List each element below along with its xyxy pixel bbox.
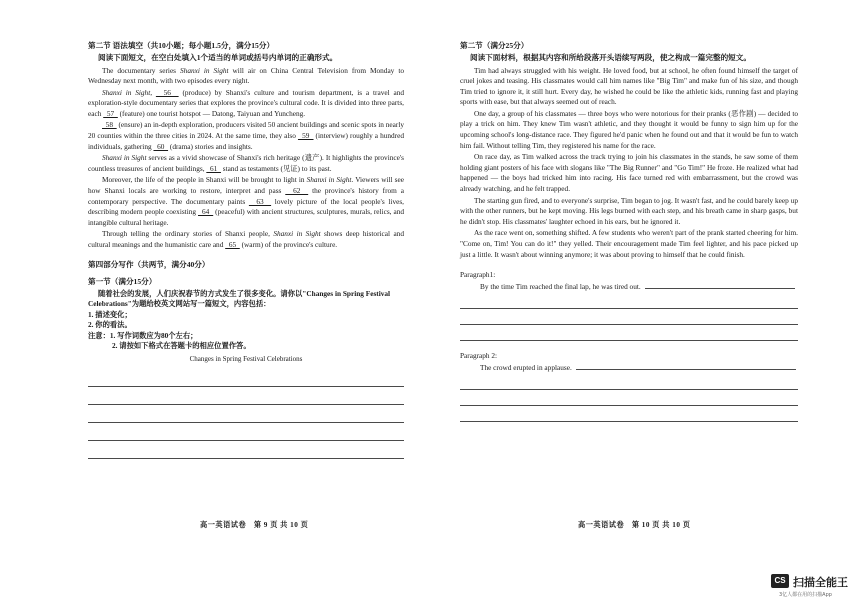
answer-line[interactable] (88, 423, 404, 441)
paragraph1-start (480, 281, 798, 293)
answer-line[interactable] (88, 369, 404, 387)
passage-paragraph: Shanxi in Sight, 56 (produce) by Shanxi's culture and tourism department, is a travel and exploration-style documentary series that explores the province's cultural code. It is divided into three parts, each 57 (feature) one tourist hotspot — Datong, Taiyuan and Yuncheng. (88, 87, 404, 118)
writing-note-2: 2. 请按如下格式在答题卡的相应位置作答。 (112, 341, 251, 351)
scanner-watermark-logo (771, 571, 851, 601)
answer-line[interactable] (88, 387, 404, 405)
passage-paragraph: The documentary series Shanxi in Sight will air on China Central Television from Monday to Wednesday next month, with two episodes every night. (88, 65, 404, 86)
paragraph2-start (480, 362, 798, 374)
documentary-title: Shanxi in Sight (306, 175, 352, 185)
blank-58[interactable]: 58 (102, 120, 117, 130)
answer-line[interactable] (460, 309, 798, 325)
writing-note-1: 注意：1. 写作词数应为80个左右； (88, 330, 198, 340)
passage-paragraph: Through telling the ordinary stories of Shanxi people, Shanxi in Sight shows deep historical and cultural meanings and the humanistic care and 65 (warm) of the province's culture. (88, 229, 404, 249)
story-paragraph: Tim had always struggled with his weight. He loved food, but at school, he often found himself the target of cruel jokes and teasing. His classmates would call him names like "Big Tim" and make fun of his size, and though Tim tried to ignore it, it still hurt. Every day, he wished he could be like the athletic kids, running fast and playing sports with ease, but that always seemed out of reach. (460, 65, 798, 107)
blank-62[interactable]: 62 (285, 186, 309, 196)
documentary-title: Shanxi in Sight (102, 87, 151, 97)
answer-line[interactable] (88, 405, 404, 423)
documentary-title: Shanxi in Sight (273, 229, 321, 239)
answer-line[interactable] (88, 441, 404, 459)
story-paragraph: The starting gun fired, and to everyone's surprise, Tim began to jog. It wasn't fast, and he could barely keep up with the other runners, but he kept moving. His legs burned with each step, and his breath came in sharp gasps, but he didn't stop. His classmates' laughter echoed in his ears, but he ignored it. (460, 195, 798, 226)
answer-line[interactable] (460, 293, 798, 309)
answer-line[interactable] (460, 325, 798, 341)
right-page (430, 0, 860, 609)
grammar-instruction: 阅读下面短文，在空白处填入1个适当的单词或括号内单词的正确形式。 (98, 53, 338, 62)
answer-line[interactable] (460, 406, 798, 422)
grammar-section-header: 第二节 语法填空（共10小题；每小题1.5分，满分15分） (88, 41, 275, 50)
blank-56[interactable]: 56 (155, 87, 179, 97)
blank-63[interactable]: 63 (248, 196, 272, 206)
cs-badge-icon: CS (771, 574, 789, 588)
passage-paragraph: Shanxi in Sight serves as a vivid showcase of Shanxi's rich heritage (遗产). It highlights the province's countless treasures of ancient buildings, 61 stand as testaments (见证) to its past. (88, 153, 405, 173)
blank-65[interactable]: 65 (225, 240, 240, 249)
blank-60[interactable]: 60 (153, 141, 169, 151)
story-paragraph: One day, a group of his classmates — three boys who were notorious for their pranks (恶作剧) — decided to play a trick on him. They knew Tim wasn't athletic, and they thought it would be funny to sign him up for the upcoming school's long-distance race. They figured he'd panic when he found out and that it would be fun to watch him fail. Without telling Tim, they registered his name for the race. (460, 108, 798, 150)
answer-line[interactable] (460, 390, 798, 406)
continuation-instruction: 阅读下面材料，根据其内容和所给段落开头语续写两段，使之构成一篇完整的短文。 (470, 53, 751, 62)
continuation-section-header: 第二节（满分25分） (460, 41, 529, 50)
watermark-brand: 扫描全能王 (793, 576, 848, 589)
right-page-footer: 高一英语试卷 第 10 页 共 10 页 (578, 521, 691, 529)
answer-line[interactable] (576, 369, 796, 370)
blank-59[interactable]: 59 (297, 131, 314, 141)
part4-header: 第四部分写作（共两节，满分40分） (88, 259, 210, 269)
blank-64[interactable]: 64 (198, 207, 214, 217)
story-paragraph: On race day, as Tim walked across the track trying to join his classmates in the stands, he saw some of them holding giant posters of his face with slogans like "The Big Runner" and "Go Tim!" He froze. He realized what had happened — the boys had tricked him into racing. His face turned red with embarrassment, but the crowd was already watching, and he felt trapped. (460, 152, 798, 194)
documentary-title: Shanxi in Sight (180, 65, 229, 75)
paragraph2-label: Paragraph 2: (460, 351, 498, 361)
passage-paragraph: Moreover, the life of the people in Shanxi will be brought to light in Shanxi in Sight. Viewers will see how Shanxi locals are working to restore, interpret and pass 62 the province's history from a contemporary perspective. The documentary paints 63 lovely picture of the local people's lives, describing modern people coexisting 64 (peaceful) with ancient structures, sculptures, murals, relics, and intangible cultural heritage. (88, 175, 404, 227)
writing-task-prompt: 随着社会的发展，人们庆祝春节的方式发生了很多变化。请你以"Changes in Spring Festival Celebrations"为题给校英文网站写一篇短文，内容包括： (88, 288, 391, 309)
story-paragraph: As the race went on, something shifted. A few students who weren't part of the prank started cheering for him. "Come on, Tim! You can do it!" they yelled. Their encouragement made Tim feel lighter, and his pace picked up just a little. It wasn't about winning anymore; it was about proving to himself that he could finish. (460, 228, 798, 259)
answer-line[interactable] (645, 288, 795, 289)
blank-61[interactable]: 61 (206, 163, 221, 173)
blank-57[interactable]: 57 (103, 108, 118, 118)
left-page-footer: 高一英语试卷 第 9 页 共 10 页 (200, 521, 309, 529)
paragraph2-start-text: The crowd erupted in applause. (480, 363, 572, 373)
grammar-passage (88, 66, 404, 251)
passage-paragraph: 58 (ensure) an in-depth exploration, producers visited 50 ancient buildings and scenic spots in nearly 20 counties within the three cities in 2024. At the same time, they also 59 (interview) roughly a hundred individuals, gathering 60 (drama) stories and insights. (88, 120, 404, 151)
writing-task-point-2: 2. 你的看法。 (88, 320, 132, 330)
paragraph1-label: Paragraph1: (460, 270, 496, 280)
documentary-title: Shanxi in Sight (102, 153, 147, 163)
answer-line[interactable] (460, 374, 798, 390)
paragraph1-start-text: By the time Tim reached the final lap, he was tired out. (480, 282, 641, 292)
essay-answer-lines (88, 369, 404, 459)
writing-task-point-1: 1. 描述变化； (88, 309, 132, 319)
essay-title: Changes in Spring Festival Celebrations (189, 354, 303, 363)
writing-section1-header: 第一节（满分15分） (88, 276, 157, 286)
watermark-subtitle: 3亿人都在用的扫描App (779, 592, 832, 598)
